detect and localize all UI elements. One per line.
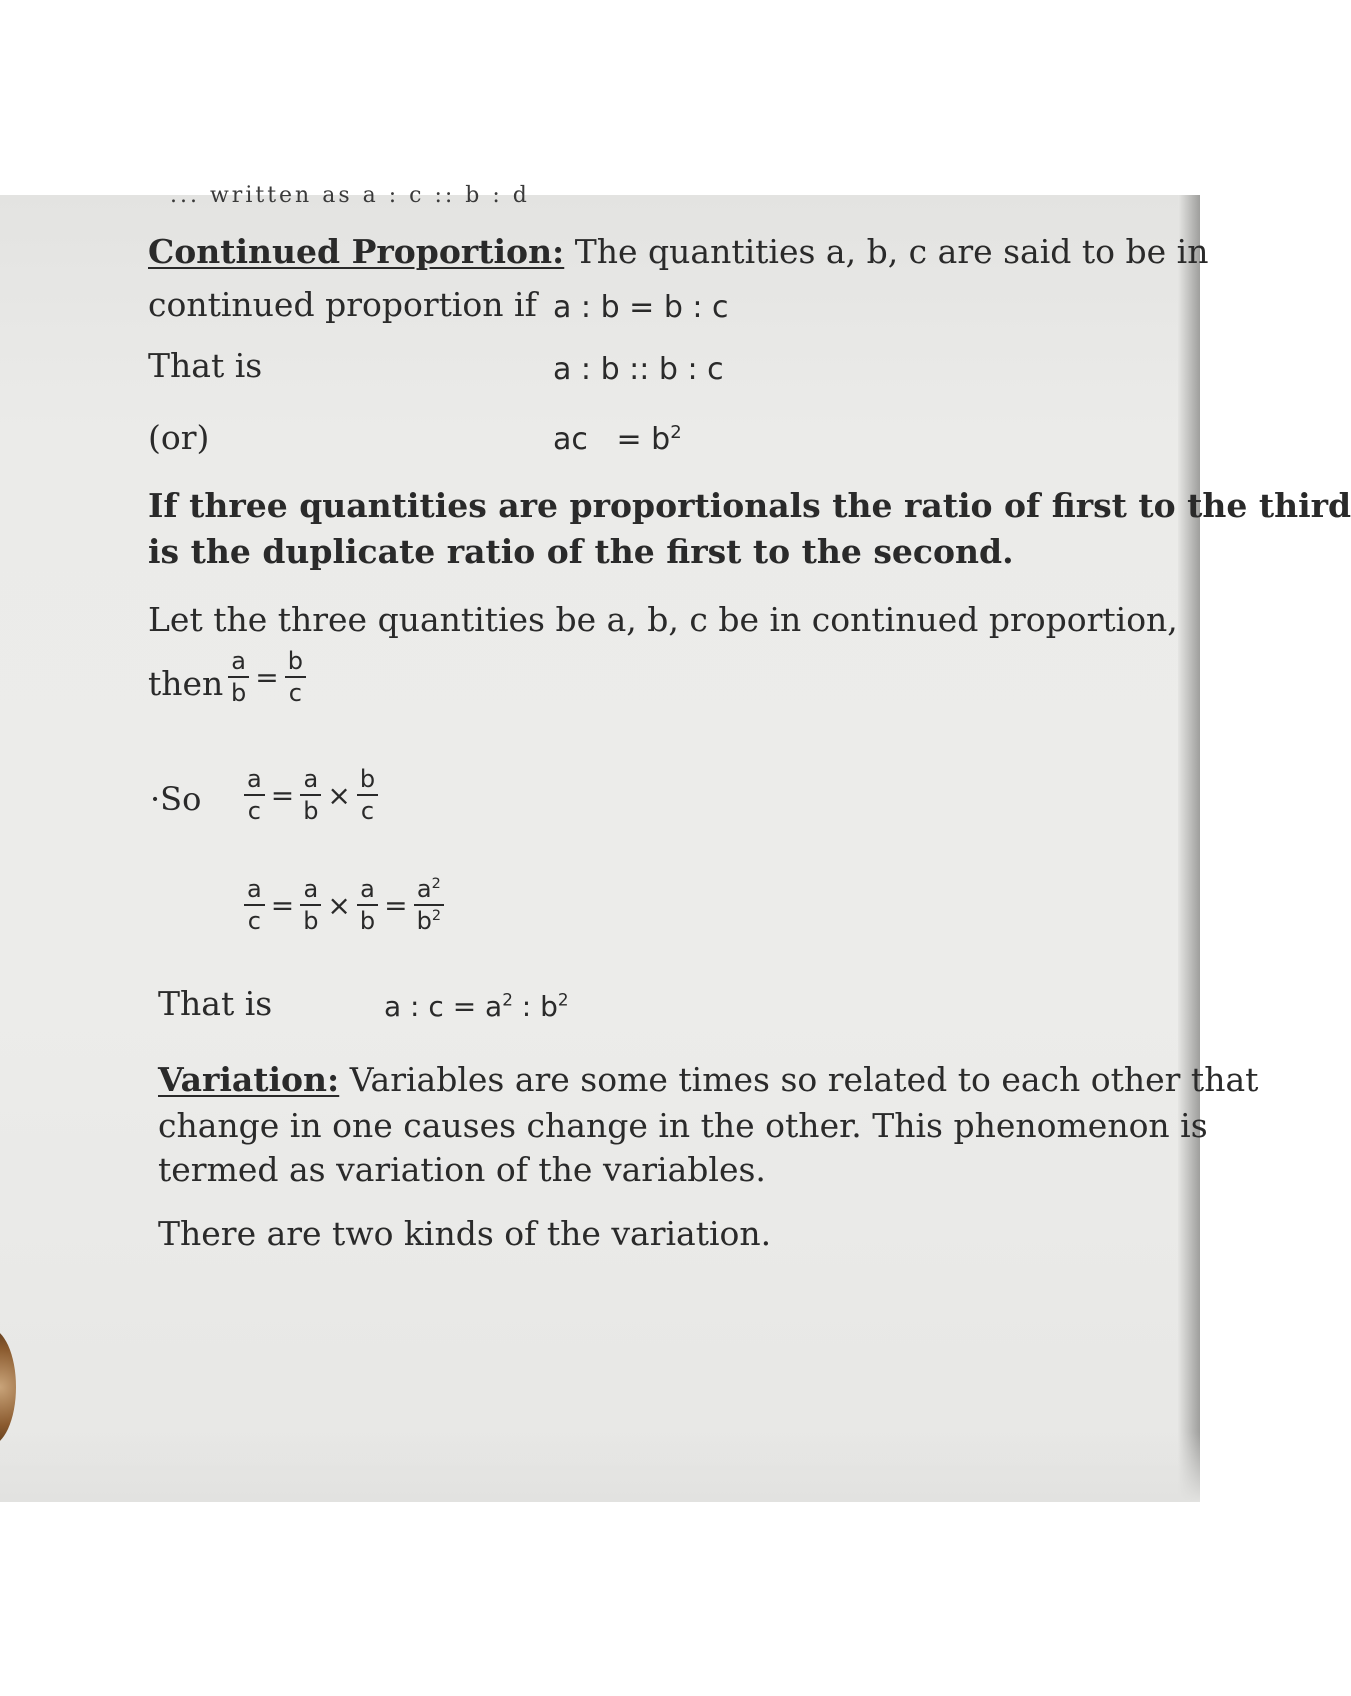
fraction-bar — [300, 904, 321, 906]
duplicate-ratio-line-2: is the duplicate ratio of the first to the second. — [148, 532, 1014, 571]
times-sign: × — [327, 888, 351, 922]
so2-fraction-4-num-exp: 2 — [431, 876, 441, 892]
times-sign: × — [327, 778, 351, 812]
equals-sign: = — [270, 888, 295, 922]
so2-fraction-2 — [300, 876, 321, 934]
page-binding-edge — [1178, 195, 1200, 1502]
so-fraction-1 — [244, 766, 265, 824]
so2-fraction-4-denominator — [414, 908, 444, 934]
so-fraction-1-denominator: c — [247, 797, 261, 825]
equals-sign: = — [270, 778, 295, 812]
continued-proportion-line-1 — [148, 232, 1208, 272]
then-fraction-2-numerator: b — [287, 647, 303, 675]
or-formula-exponent: 2 — [670, 422, 682, 443]
that-is-label-2: That is — [158, 984, 273, 1023]
coin-object — [0, 1328, 16, 1446]
page-photo — [0, 195, 1200, 1502]
kinds-of-variation-line: There are two kinds of the variation. — [158, 1214, 772, 1253]
so2-fraction-1-numerator: a — [247, 875, 262, 903]
then-fraction-1-denominator: b — [231, 679, 247, 707]
so2-fraction-1 — [244, 876, 265, 934]
so-fraction-3 — [357, 766, 378, 824]
or-formula-right: = b — [616, 422, 671, 457]
so2-fraction-4-den-base: b — [416, 907, 432, 935]
then-fraction-2 — [285, 648, 306, 706]
so-equation-1 — [244, 766, 378, 824]
so2-fraction-3-denominator: b — [359, 907, 376, 935]
fraction-bar — [244, 794, 265, 796]
let-quantities-line: Let the three quantities be a, b, c be in continued proportion, — [148, 600, 1178, 639]
variation-line-1 — [158, 1060, 1258, 1100]
fraction-bar — [244, 904, 265, 906]
then-fraction-1 — [228, 648, 249, 706]
continued-proportion-heading: Continued Proportion: — [148, 232, 565, 271]
so-label: ·So — [150, 780, 202, 818]
that-is-formula-2-exp-1: 2 — [502, 989, 513, 1010]
variation-line-3: termed as variation of the variables. — [158, 1150, 766, 1189]
equals-sign: = — [255, 660, 279, 694]
then-fraction-1-numerator: a — [231, 647, 246, 675]
or-formula — [553, 422, 682, 457]
so2-fraction-2-numerator: a — [303, 875, 319, 903]
variation-line-2: change in one causes change in the other. This phenomenon is — [158, 1106, 1208, 1145]
that-is-formula-2-part-b: : b — [512, 990, 558, 1023]
so-fraction-2-denominator: b — [303, 797, 319, 825]
so2-fraction-4 — [414, 876, 444, 934]
or-formula-left: ac — [553, 422, 588, 457]
that-is-formula-2-exp-2: 2 — [557, 989, 569, 1010]
continued-proportion-text-2: continued proportion if — [148, 285, 537, 324]
continued-proportion-formula: a : b = b : c — [553, 290, 729, 325]
so-fraction-1-numerator: a — [247, 765, 262, 793]
so-label-text: So — [160, 780, 202, 818]
or-label: (or) — [148, 418, 210, 457]
so2-fraction-3 — [357, 876, 378, 934]
so2-fraction-2-denominator: b — [303, 907, 319, 935]
then-equation — [228, 648, 306, 706]
that-is-formula-2-part-a: a : c = a — [384, 990, 503, 1023]
so-equation-2 — [244, 876, 444, 934]
fraction-bar — [285, 676, 306, 678]
fraction-bar — [228, 676, 249, 678]
duplicate-ratio-line-1: If three quantities are proportionals the ratio of first to the third — [148, 486, 1351, 525]
then-label: then — [148, 664, 224, 703]
variation-text-1: Variables are some times so related to each other that — [339, 1060, 1259, 1099]
fraction-bar — [414, 904, 444, 906]
that-is-label-1: That is — [148, 346, 263, 385]
so-fraction-3-denominator: c — [360, 797, 375, 825]
equals-sign: = — [384, 888, 408, 922]
so2-fraction-4-num-base: a — [416, 875, 432, 903]
cut-off-top-line: ... written as a : c :: b : d — [170, 183, 530, 208]
continued-proportion-line-2 — [148, 285, 537, 325]
that-is-formula-1: a : b :: b : c — [553, 352, 724, 387]
then-fraction-2-denominator: c — [288, 679, 302, 707]
so2-fraction-4-numerator — [414, 876, 444, 902]
page-bottom-shadow — [0, 1432, 1200, 1502]
so-fraction-2 — [300, 766, 321, 824]
that-is-formula-2 — [384, 990, 569, 1023]
variation-heading: Variation: — [158, 1060, 340, 1099]
fraction-bar — [357, 794, 378, 796]
so-fraction-2-numerator: a — [303, 765, 319, 793]
continued-proportion-text-1: The quantities a, b, c are said to be in — [564, 232, 1209, 271]
fraction-bar — [300, 794, 321, 796]
fraction-bar — [357, 904, 378, 906]
so2-fraction-3-numerator: a — [360, 875, 375, 903]
so2-fraction-4-den-exp: 2 — [431, 908, 441, 924]
so2-fraction-1-denominator: c — [247, 907, 261, 935]
so-fraction-3-numerator: b — [359, 765, 376, 793]
